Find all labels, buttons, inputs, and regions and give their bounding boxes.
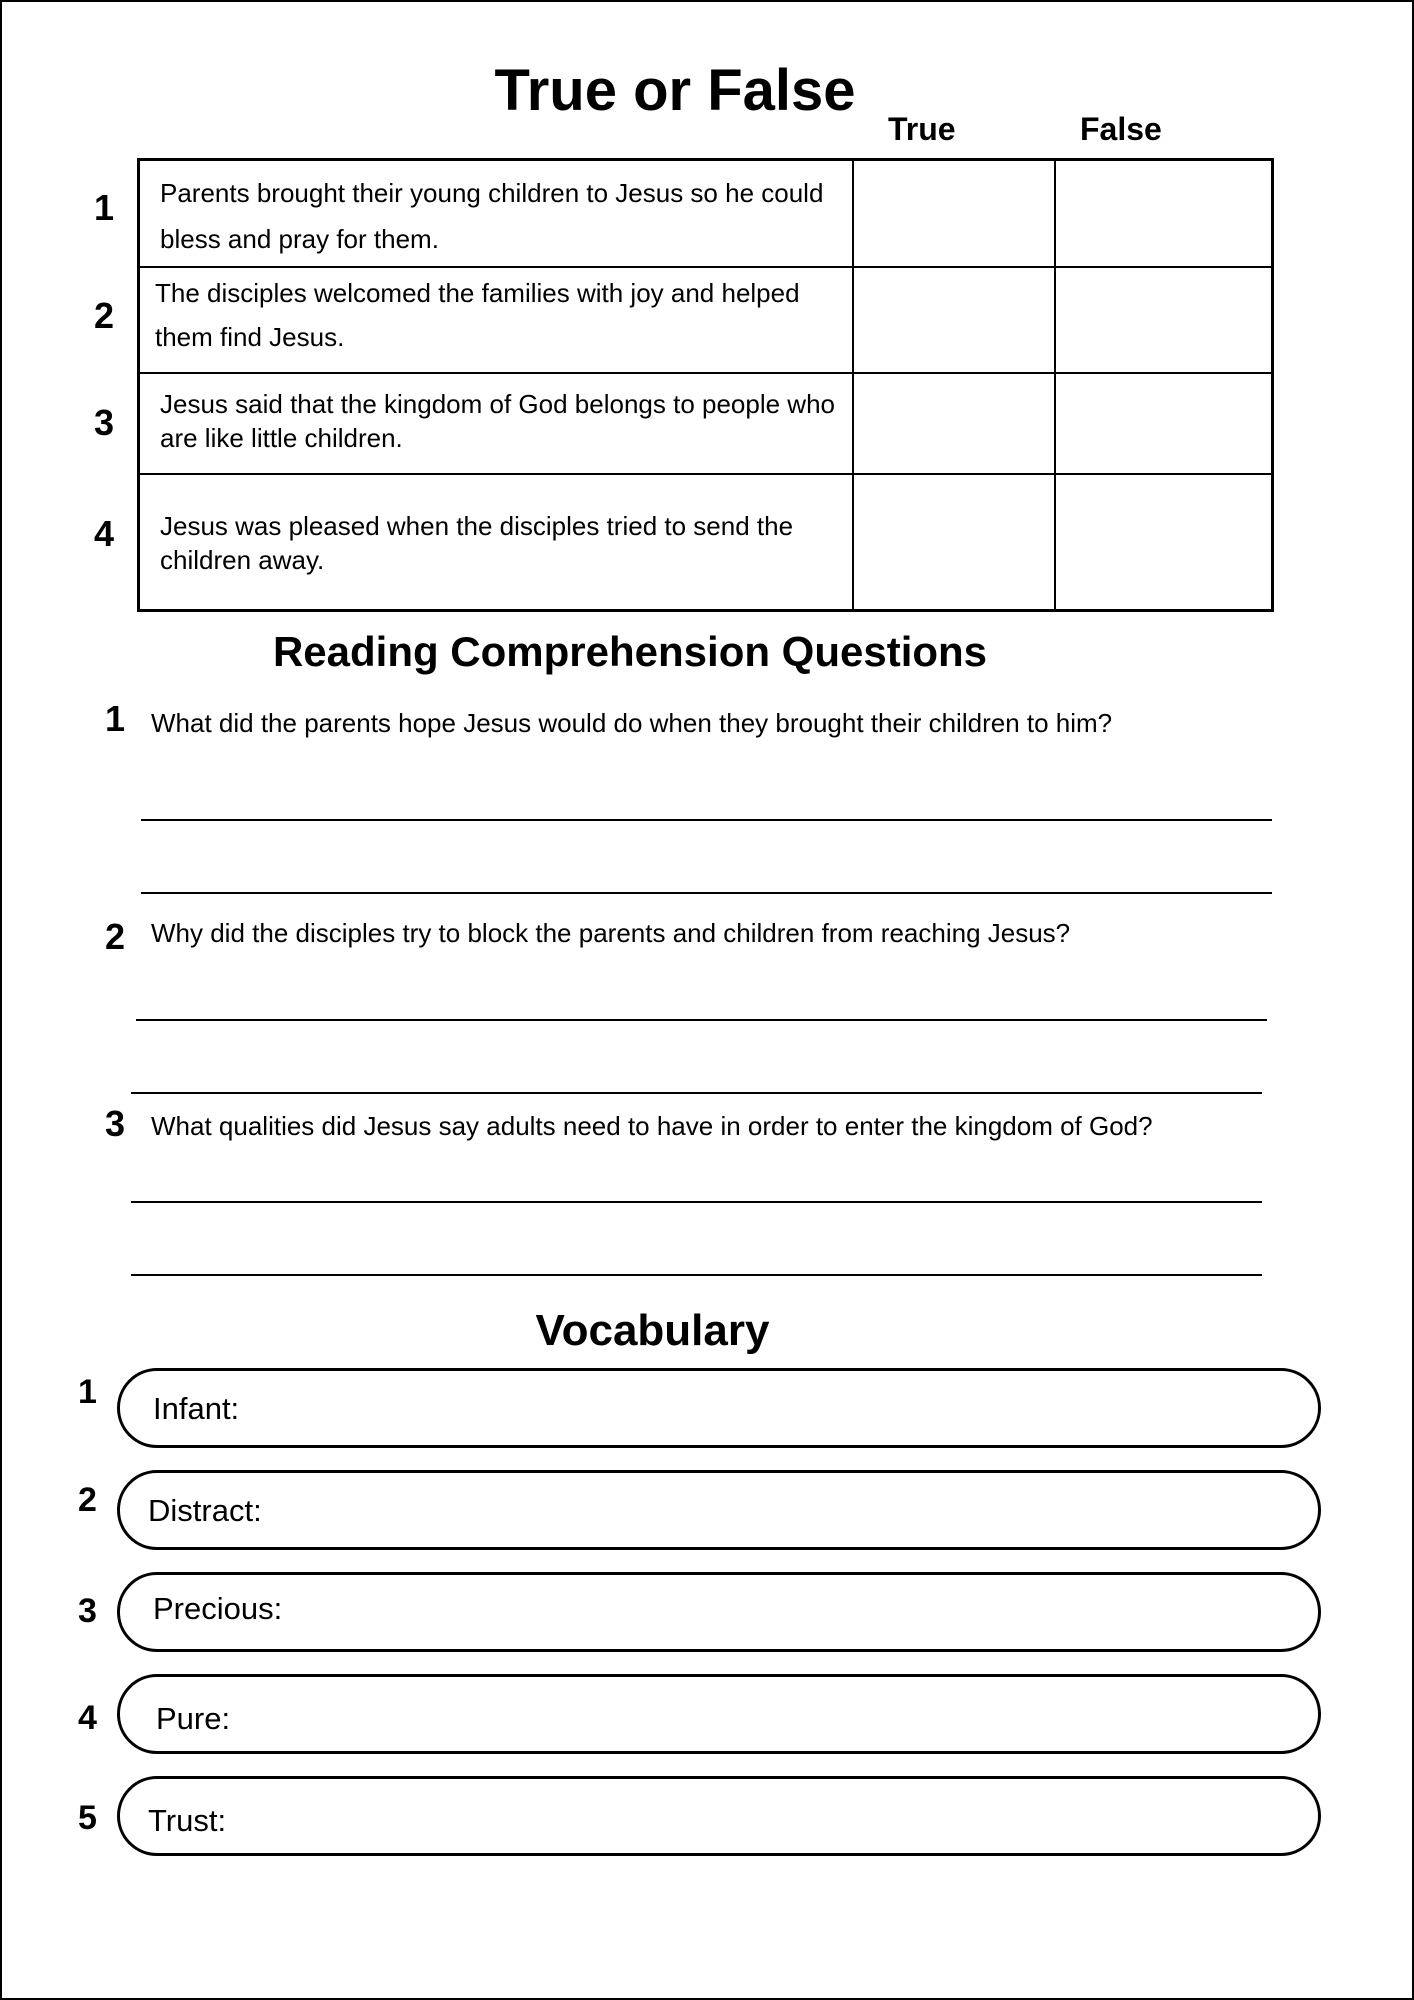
answer-line[interactable] [131,1274,1262,1276]
vocab-number: 3 [78,1592,97,1630]
table-row [140,374,1271,475]
question-number: 3 [105,1103,126,1144]
question-text: Why did the disciples try to block the parents and children from reaching Jesus? [151,918,1071,948]
tf-statement-cell [140,268,852,372]
vocab-label: Distract: [148,1493,262,1528]
tf-statement: Jesus was pleased when the disciples tried to send the children away. [160,511,794,575]
vocab-box-distract[interactable] [117,1470,1321,1550]
answer-line[interactable] [141,892,1272,894]
true-false-title: True or False [494,58,856,123]
vocab-box-precious[interactable] [117,1572,1321,1652]
vocab-number: 5 [78,1799,97,1837]
true-answer-cell[interactable] [852,161,1054,266]
vocab-number: 4 [78,1699,97,1737]
tf-statement: The disciples welcomed the families with joy and helped them find Jesus. [155,278,800,352]
false-column-header: False [1080,111,1162,147]
answer-line[interactable] [131,1201,1262,1203]
vocab-box-pure[interactable] [117,1674,1321,1754]
tf-item-number: 1 [94,187,115,228]
question-text: What qualities did Jesus say adults need to have in order to enter the kingdom of God? [151,1111,1153,1141]
vocab-label: Infant: [153,1391,240,1426]
answer-line[interactable] [141,819,1272,821]
comprehension-title: Reading Comprehension Questions [272,628,988,675]
question-number: 1 [105,698,126,739]
vocab-box-infant[interactable] [117,1368,1321,1448]
tf-statement-cell [140,161,852,266]
false-answer-cell[interactable] [1054,268,1274,372]
true-answer-cell[interactable] [852,268,1054,372]
tf-statement-cell [140,374,852,473]
true-column-header: True [888,111,956,147]
question-number: 2 [105,916,126,957]
tf-item-number: 4 [94,513,115,554]
false-answer-cell[interactable] [1054,374,1274,473]
vocab-number: 2 [78,1481,97,1519]
vocab-box-trust[interactable] [117,1776,1321,1856]
true-answer-cell[interactable] [852,374,1054,473]
vocab-label: Pure: [156,1701,231,1736]
answer-line[interactable] [136,1019,1267,1021]
false-answer-cell[interactable] [1054,161,1274,266]
answer-line[interactable] [131,1092,1262,1094]
table-row [140,161,1271,268]
vocabulary-title: Vocabulary [535,1306,770,1355]
question-text: What did the parents hope Jesus would do when they brought their children to him? [151,708,1113,738]
vocab-label: Trust: [148,1803,227,1838]
tf-statement-cell [140,475,852,609]
table-row [140,475,1271,609]
tf-statement: Parents brought their young children to Jesus so he could bless and pray for them. [160,178,824,254]
true-false-table [137,158,1274,612]
false-answer-cell[interactable] [1054,475,1274,609]
tf-item-number: 2 [94,295,115,336]
table-row [140,268,1271,374]
tf-item-number: 3 [94,402,115,443]
tf-statement: Jesus said that the kingdom of God belongs to people who are like little children. [160,389,835,453]
vocab-number: 1 [78,1373,97,1411]
vocab-label: Precious: [153,1591,283,1626]
true-answer-cell[interactable] [852,475,1054,609]
